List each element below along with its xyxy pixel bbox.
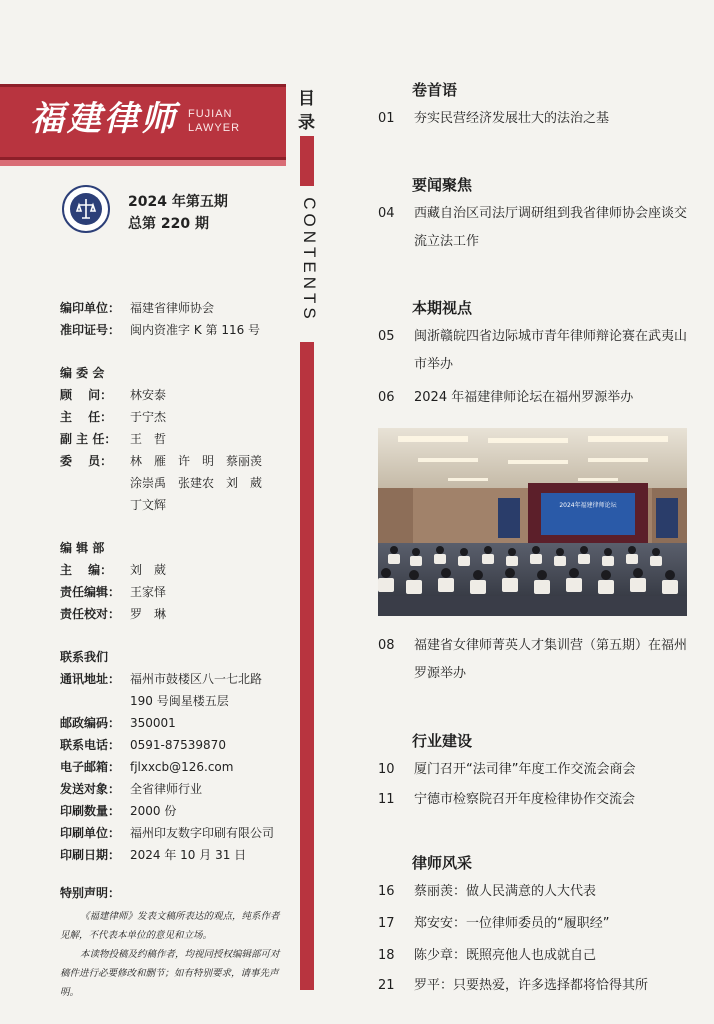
entry-title: 福建省女律师菁英人才集训营（第五期）在福州罗源举办 xyxy=(414,638,688,681)
masthead-subtitle-line-1: FUJIAN xyxy=(188,108,233,120)
contact-label: 邮政编码： xyxy=(60,716,121,730)
contact-label: 电子邮箱： xyxy=(60,760,121,774)
contents-text: CONTENTS xyxy=(300,197,319,323)
entry-title: 2024 年福建律师论坛在福州罗源举办 xyxy=(414,390,634,405)
unit-value: 福建省律师协会 xyxy=(130,301,215,315)
conference-photo xyxy=(378,428,687,616)
contact-label: 印刷单位： xyxy=(60,826,121,840)
toc-entry[interactable] xyxy=(378,786,692,814)
emblem-inner xyxy=(70,193,102,225)
notice-paragraph: 本读物投稿及约稿作者，均视同授权编辑部可对稿件进行必要修改和删节；如有特别要求，请事先声明。 xyxy=(60,949,280,998)
notice-title: 特别声明： xyxy=(60,886,121,900)
page-number: 21 xyxy=(378,978,395,993)
page-number: 01 xyxy=(378,111,395,126)
toc-entry[interactable] xyxy=(378,323,692,379)
address-value-2: 190 号闽星楼五层 xyxy=(130,694,229,708)
toc-entry[interactable] xyxy=(378,756,692,784)
entry-title: 西藏自治区司法厅调研组到我省律师协会座谈交流立法工作 xyxy=(414,206,688,249)
toc-entry[interactable] xyxy=(378,878,692,906)
toc-bar-top xyxy=(300,136,314,186)
section-heading: 律师风采 xyxy=(412,854,473,872)
issue-total: 总第 220 期 xyxy=(128,216,209,232)
section-heading: 要闻聚焦 xyxy=(412,176,473,194)
masthead-subtitle xyxy=(188,107,268,135)
contact-heading: 联系我们 xyxy=(60,650,109,664)
entry-title: 郑安安：一位律师委员的“履职经” xyxy=(414,916,610,931)
entry-title: 蔡丽羡：做人民满意的人大代表 xyxy=(414,884,597,899)
committee-extra: 丁文辉 xyxy=(130,498,167,512)
committee-value: 于宁杰 xyxy=(130,410,167,424)
entry-title: 宁德市检察院召开年度检律协作交流会 xyxy=(414,792,636,807)
entry-title: 厦门召开“法司律”年度工作交流会商会 xyxy=(414,762,636,777)
contact-label: 发送对象： xyxy=(60,782,121,796)
committee-value: 王 哲 xyxy=(130,432,167,446)
contact-value: 0591-87539870 xyxy=(130,738,226,752)
committee-label: 主 任： xyxy=(60,410,113,424)
page-number: 10 xyxy=(378,762,395,777)
section-heading: 本期视点 xyxy=(412,299,473,317)
editorial-label: 责任编辑： xyxy=(60,585,121,599)
page-number: 05 xyxy=(378,329,395,344)
section-heading: 卷首语 xyxy=(412,81,458,99)
page-number: 18 xyxy=(378,948,395,963)
toc-label-1: 目 xyxy=(298,89,315,109)
committee-label: 副 主 任： xyxy=(60,432,117,446)
screen-text: 2024年福建律师论坛 xyxy=(559,502,617,509)
editorial-value: 罗 琳 xyxy=(130,607,167,621)
notice-paragraph: 《福建律师》发表文稿所表达的观点，纯系作者见解，不代表本单位的意见和立场。 xyxy=(60,911,280,941)
page-number: 06 xyxy=(378,390,395,405)
committee-label: 委 员： xyxy=(60,454,113,468)
page-number: 11 xyxy=(378,792,395,807)
masthead-subtitle-line-2: LAWYER xyxy=(188,122,241,134)
page-number: 08 xyxy=(378,638,395,653)
lawyers-association-emblem-icon xyxy=(62,185,110,233)
masthead-title: 福建律师 xyxy=(30,99,178,139)
email-value: fjlxxcb@126.com xyxy=(130,760,234,774)
editorial-value: 王家怿 xyxy=(130,585,167,599)
toc-entry[interactable] xyxy=(378,200,692,256)
special-notice xyxy=(60,884,284,1002)
contents-vertical xyxy=(281,185,337,335)
editorial-heading: 编 辑 部 xyxy=(60,541,105,555)
entry-title: 闽浙赣皖四省边际城市青年律师辩论赛在武夷山市举办 xyxy=(414,329,688,372)
editorial-label: 责任校对： xyxy=(60,607,121,621)
committee-extra: 涂崇禹 张建农 刘 葳 xyxy=(130,476,263,490)
contact-label: 印刷日期： xyxy=(60,848,121,862)
masthead-banner xyxy=(0,84,286,160)
editorial-value: 刘 葳 xyxy=(130,563,167,577)
issue-number: 2024 年第五期 xyxy=(128,194,228,210)
committee-heading: 编 委 会 xyxy=(60,366,105,380)
masthead-underline xyxy=(0,160,286,166)
address-label: 通讯地址： xyxy=(60,672,121,686)
contact-label: 印刷数量： xyxy=(60,804,121,818)
toc-label-2: 录 xyxy=(298,113,315,133)
permit-label: 准印证号： xyxy=(60,323,121,337)
page-number: 16 xyxy=(378,884,395,899)
section-heading: 行业建设 xyxy=(412,732,473,750)
address-value: 福州市鼓楼区八一七北路 xyxy=(130,672,263,686)
toc-entry[interactable] xyxy=(378,942,692,970)
committee-value: 林 雁 许 明 蔡丽羡 xyxy=(130,454,263,468)
permit-value: 闽内资准字 K 第 116 号 xyxy=(130,323,261,337)
committee-info xyxy=(60,362,262,516)
toc-entry[interactable] xyxy=(378,910,692,938)
unit-label: 编印单位： xyxy=(60,301,121,315)
editorial-info xyxy=(60,537,166,625)
publisher-info xyxy=(60,297,260,341)
editorial-label: 主 编： xyxy=(60,563,113,577)
toc-entry[interactable] xyxy=(378,972,692,1000)
contact-value: 350001 xyxy=(130,716,176,730)
conference-hall-illustration xyxy=(378,428,687,616)
entry-title: 罗平：只要热爱，许多选择都将恰得其所 xyxy=(414,978,649,993)
contact-label: 联系电话： xyxy=(60,738,121,752)
entry-title: 夯实民营经济发展壮大的法治之基 xyxy=(414,111,610,126)
page-number: 04 xyxy=(378,206,395,221)
toc-entry[interactable] xyxy=(378,632,692,688)
contact-value: 福州印友数字印刷有限公司 xyxy=(130,826,275,840)
toc-entry[interactable] xyxy=(378,384,692,412)
contact-info xyxy=(60,646,274,866)
toc-entry[interactable] xyxy=(378,105,692,133)
issue-info xyxy=(128,191,228,235)
entry-title: 陈少章：既照亮他人也成就自己 xyxy=(414,948,597,963)
committee-label: 顾 问： xyxy=(60,388,113,402)
contact-value: 2024 年 10 月 31 日 xyxy=(130,848,247,862)
committee-value: 林安泰 xyxy=(130,388,167,402)
page-number: 17 xyxy=(378,916,395,931)
contact-value: 2000 份 xyxy=(130,804,177,818)
contact-value: 全省律师行业 xyxy=(130,782,203,796)
toc-bar-bottom xyxy=(300,342,314,990)
